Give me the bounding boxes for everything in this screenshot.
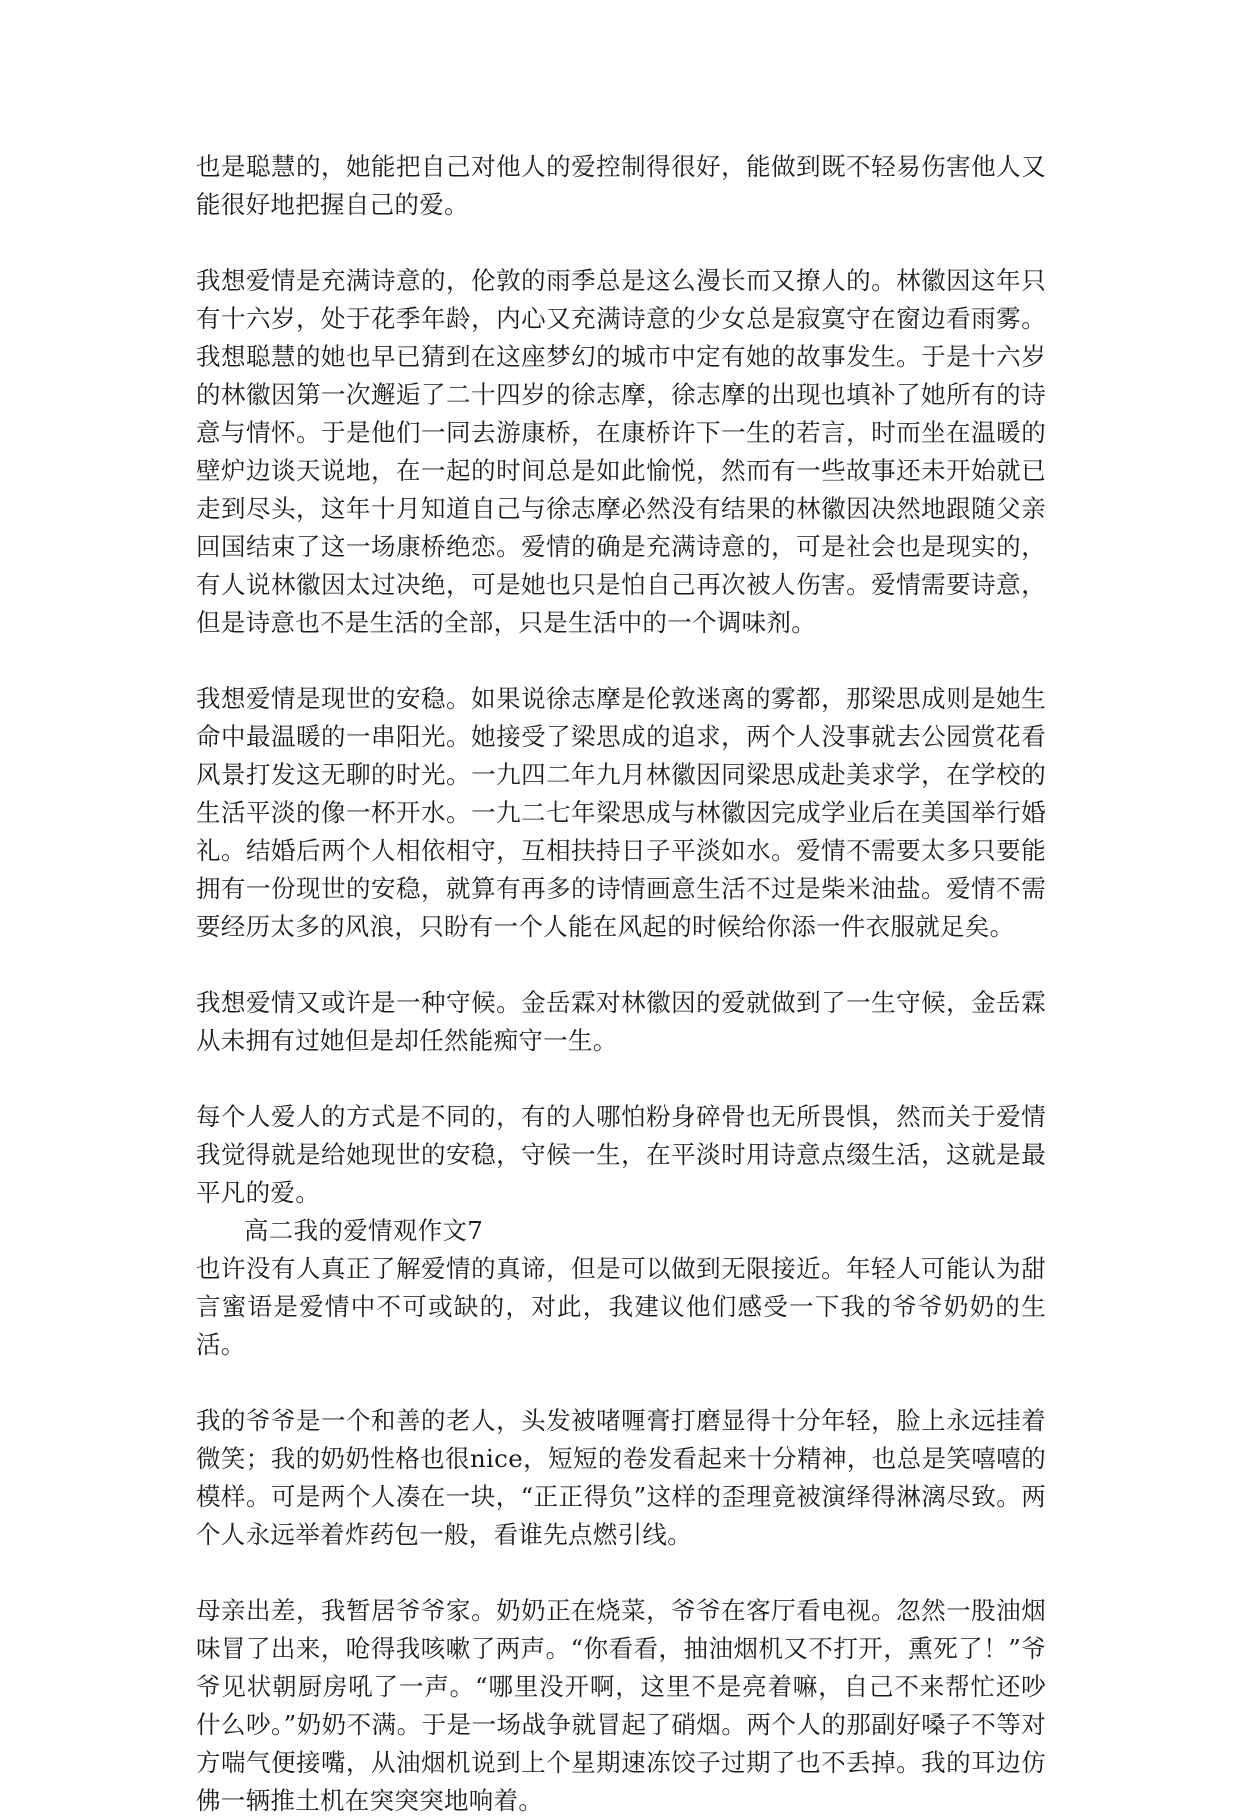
paragraph-8: 母亲出差，我暂居爷爷家。奶奶正在烧菜，爷爷在客厅看电视。忽然一股油烟味冒了出来，呛得我咳嗽了两声。“你看看，抽油烟机又不打开，熏死了！”爷爷见状朝厨房吼了一声。“哪里没开啊，这里不是亮着嘛，自己不来帮忙还吵什么吵。”奶奶不满。于是一场战争就冒起了硝烟。两个人的那副好嗓子不等对方喘气便接嘴，从油烟机说到上个星期速冻饺子过期了也不丢掉。我的耳边仿佛一辆推土机在突突突地响着。 (196, 1596, 1046, 1815)
paragraph-gap (196, 1554, 1046, 1592)
paragraph-6: 也许没有人真正了解爱情的真谛，但是可以做到无限接近。年轻人可能认为甜言蜜语是爱情中不可或缺的，对此，我建议他们感受一下我的爷爷奶奶的生活。 (196, 1254, 1046, 1359)
paragraph-5: 每个人爱人的方式是不同的，有的人哪怕粉身碎骨也无所畏惧，然而关于爱情我觉得就是给她现世的安稳，守候一生，在平淡时用诗意点缀生活，这就是最平凡的爱。 (196, 1102, 1046, 1207)
paragraph-gap (196, 1364, 1046, 1402)
paragraph-gap (196, 1060, 1046, 1098)
paragraph-2: 我想爱情是充满诗意的，伦敦的雨季总是这么漫长而又撩人的。林徽因这年只有十六岁，处于花季年龄，内心又充满诗意的少女总是寂寞守在窗边看雨雾。我想聪慧的她也早已猜到在这座梦幻的城市中定有她的故事发生。于是十六岁的林徽因第一次邂逅了二十四岁的徐志摩，徐志摩的出现也填补了她所有的诗意与情怀。于是他们一同去游康桥，在康桥许下一生的若言，时而坐在温暖的壁炉边谈天说地，在一起的时间总是如此愉悦，然而有一些故事还未开始就已走到尽头，这年十月知道自己与徐志摩必然没有结果的林徽因决然地跟随父亲回国结束了这一场康桥绝恋。爱情的确是充满诗意的，可是社会也是现实的，有人说林徽因太过决绝，可是她也只是怕自己再次被人伤害。爱情需要诗意，但是诗意也不是生活的全部，只是生活中的一个调味剂。 (196, 266, 1046, 637)
paragraph-1: 也是聪慧的，她能把自己对他人的爱控制得很好，能做到既不轻易伤害他人又能很好地把握自己的爱。 (196, 152, 1046, 219)
paragraph-gap (196, 224, 1046, 262)
paragraph-4: 我想爱情又或许是一种守候。金岳霖对林徽因的爱就做到了一生守候，金岳霖从未拥有过她但是却任然能痴守一生。 (196, 988, 1046, 1055)
paragraph-gap (196, 642, 1046, 680)
section-heading: 高二我的爱情观作文7 (244, 1216, 484, 1245)
paragraph-3: 我想爱情是现世的安稳。如果说徐志摩是伦敦迷离的雾都，那梁思成则是她生命中最温暖的一串阳光。她接受了梁思成的追求，两个人没事就去公园赏花看风景打发这无聊的时光。一九四二年九月林徽因同梁思成赴美求学，在学校的生活平淡的像一杯开水。一九二七年梁思成与林徽因完成学业后在美国举行婚礼。结婚后两个人相依相守，互相扶持日子平淡如水。爱情不需要太多只要能拥有一份现世的安稳，就算有再多的诗情画意生活不过是柴米油盐。爱情不需要经历太多的风浪，只盼有一个人能在风起的时候给你添一件衣服就足矣。 (196, 684, 1046, 941)
paragraph-7: 我的爷爷是一个和善的老人，头发被啫喱膏打磨显得十分年轻，脸上永远挂着微笑；我的奶奶性格也很nice，短短的卷发看起来十分精神，也总是笑嘻嘻的模样。可是两个人凑在一块，“正正得负”这样的歪理竟被演绎得淋漓尽致。两个人永远举着炸药包一般，看谁先点燃引线。 (196, 1406, 1046, 1549)
paragraph-gap (196, 946, 1046, 984)
document-body (196, 148, 1046, 1820)
